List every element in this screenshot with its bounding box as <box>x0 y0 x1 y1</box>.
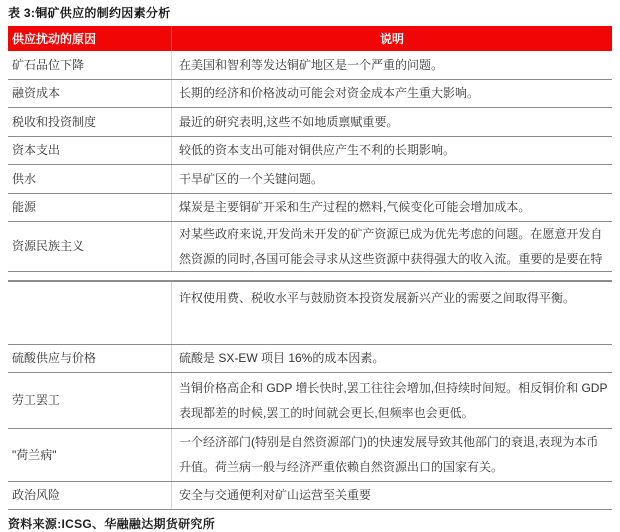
supply-constraints-table-upper <box>8 26 612 272</box>
cause-cell: 矿石品位下降 <box>8 51 172 79</box>
desc-cell: 一个经济部门(特别是自然资源部门)的快速发展导致其他部门的衰退,表现为本币升值。荷兰病一般与经济严重依赖自然资源出口的国家有关。 <box>179 435 599 474</box>
desc-cell: 干旱矿区的一个关键问题。 <box>179 171 324 186</box>
desc-cell: 煤炭是主要铜矿开采和生产过程的燃料,气候变化可能会增加成本。 <box>179 200 531 214</box>
table-row <box>8 282 612 344</box>
data-source-note: 资料来源:ICSG、华融融达期货研究所 <box>8 517 216 531</box>
cause-cell: 资源民族主义 <box>8 222 172 271</box>
supply-constraints-table-lower <box>8 280 612 510</box>
cause-cell: 融资成本 <box>8 80 172 107</box>
header-cause-label: 供应扰动的原因 <box>8 26 172 51</box>
table-row <box>8 193 612 221</box>
desc-cell: 安全与交通便利对矿山运营至关重要 <box>179 488 372 502</box>
header-desc-label: 说明 <box>379 32 404 46</box>
cause-cell: 供水 <box>8 165 172 193</box>
cause-cell: 能源 <box>8 194 172 221</box>
table-header-row <box>8 26 612 51</box>
table-row <box>8 428 612 481</box>
cause-cell: 税收和投资制度 <box>8 108 172 136</box>
desc-cell: 较低的资本支出可能对铜供应产生不利的长期影响。 <box>179 143 456 157</box>
desc-cell: 长期的经济和价格波动可能会对资金成本产生重大影响。 <box>179 86 480 100</box>
table-row <box>8 221 612 271</box>
table-row <box>8 372 612 428</box>
desc-cell: 许权使用费、税收水平与鼓励资本投资发展新兴产业的需要之间取得平衡。 <box>179 291 576 305</box>
table-row <box>8 481 612 509</box>
desc-cell: 在美国和智利等发达铜矿地区是一个严重的问题。 <box>179 57 444 72</box>
cause-cell: 资本支出 <box>8 137 172 164</box>
table-row <box>8 107 612 136</box>
table-row <box>8 79 612 107</box>
desc-cell: 硫酸是 SX-EW 项目 16%的成本因素。 <box>179 351 385 365</box>
table-row <box>8 344 612 372</box>
table-row <box>8 164 612 193</box>
cause-cell: 政治风险 <box>8 482 172 509</box>
desc-cell: 对某些政府来说,开发尚未开发的矿产资源已成为优先考虑的问题。在愿意开发自然资源的同时,各国可能会寻求从这些资源中获得强大的收入流。重要的是要在特 <box>179 226 603 266</box>
cause-cell: 硫酸供应与价格 <box>8 345 172 372</box>
cause-cell <box>8 282 172 344</box>
desc-cell: 最近的研究表明,这些不如地质禀赋重要。 <box>179 114 399 129</box>
table-row <box>8 136 612 164</box>
cause-cell: "荷兰病" <box>8 429 172 481</box>
page-title: 表 3:铜矿供应的制约因素分析 <box>8 6 171 20</box>
desc-cell: 当铜价格高企和 GDP 增长快时,罢工往往会增加,但持续时间短。相反铜价和 GDP 表现都差的时候,罢工的时间就会更长,但频率也会更低。 <box>179 380 608 420</box>
table-row <box>8 51 612 79</box>
cause-cell: 劳工罢工 <box>8 373 172 428</box>
